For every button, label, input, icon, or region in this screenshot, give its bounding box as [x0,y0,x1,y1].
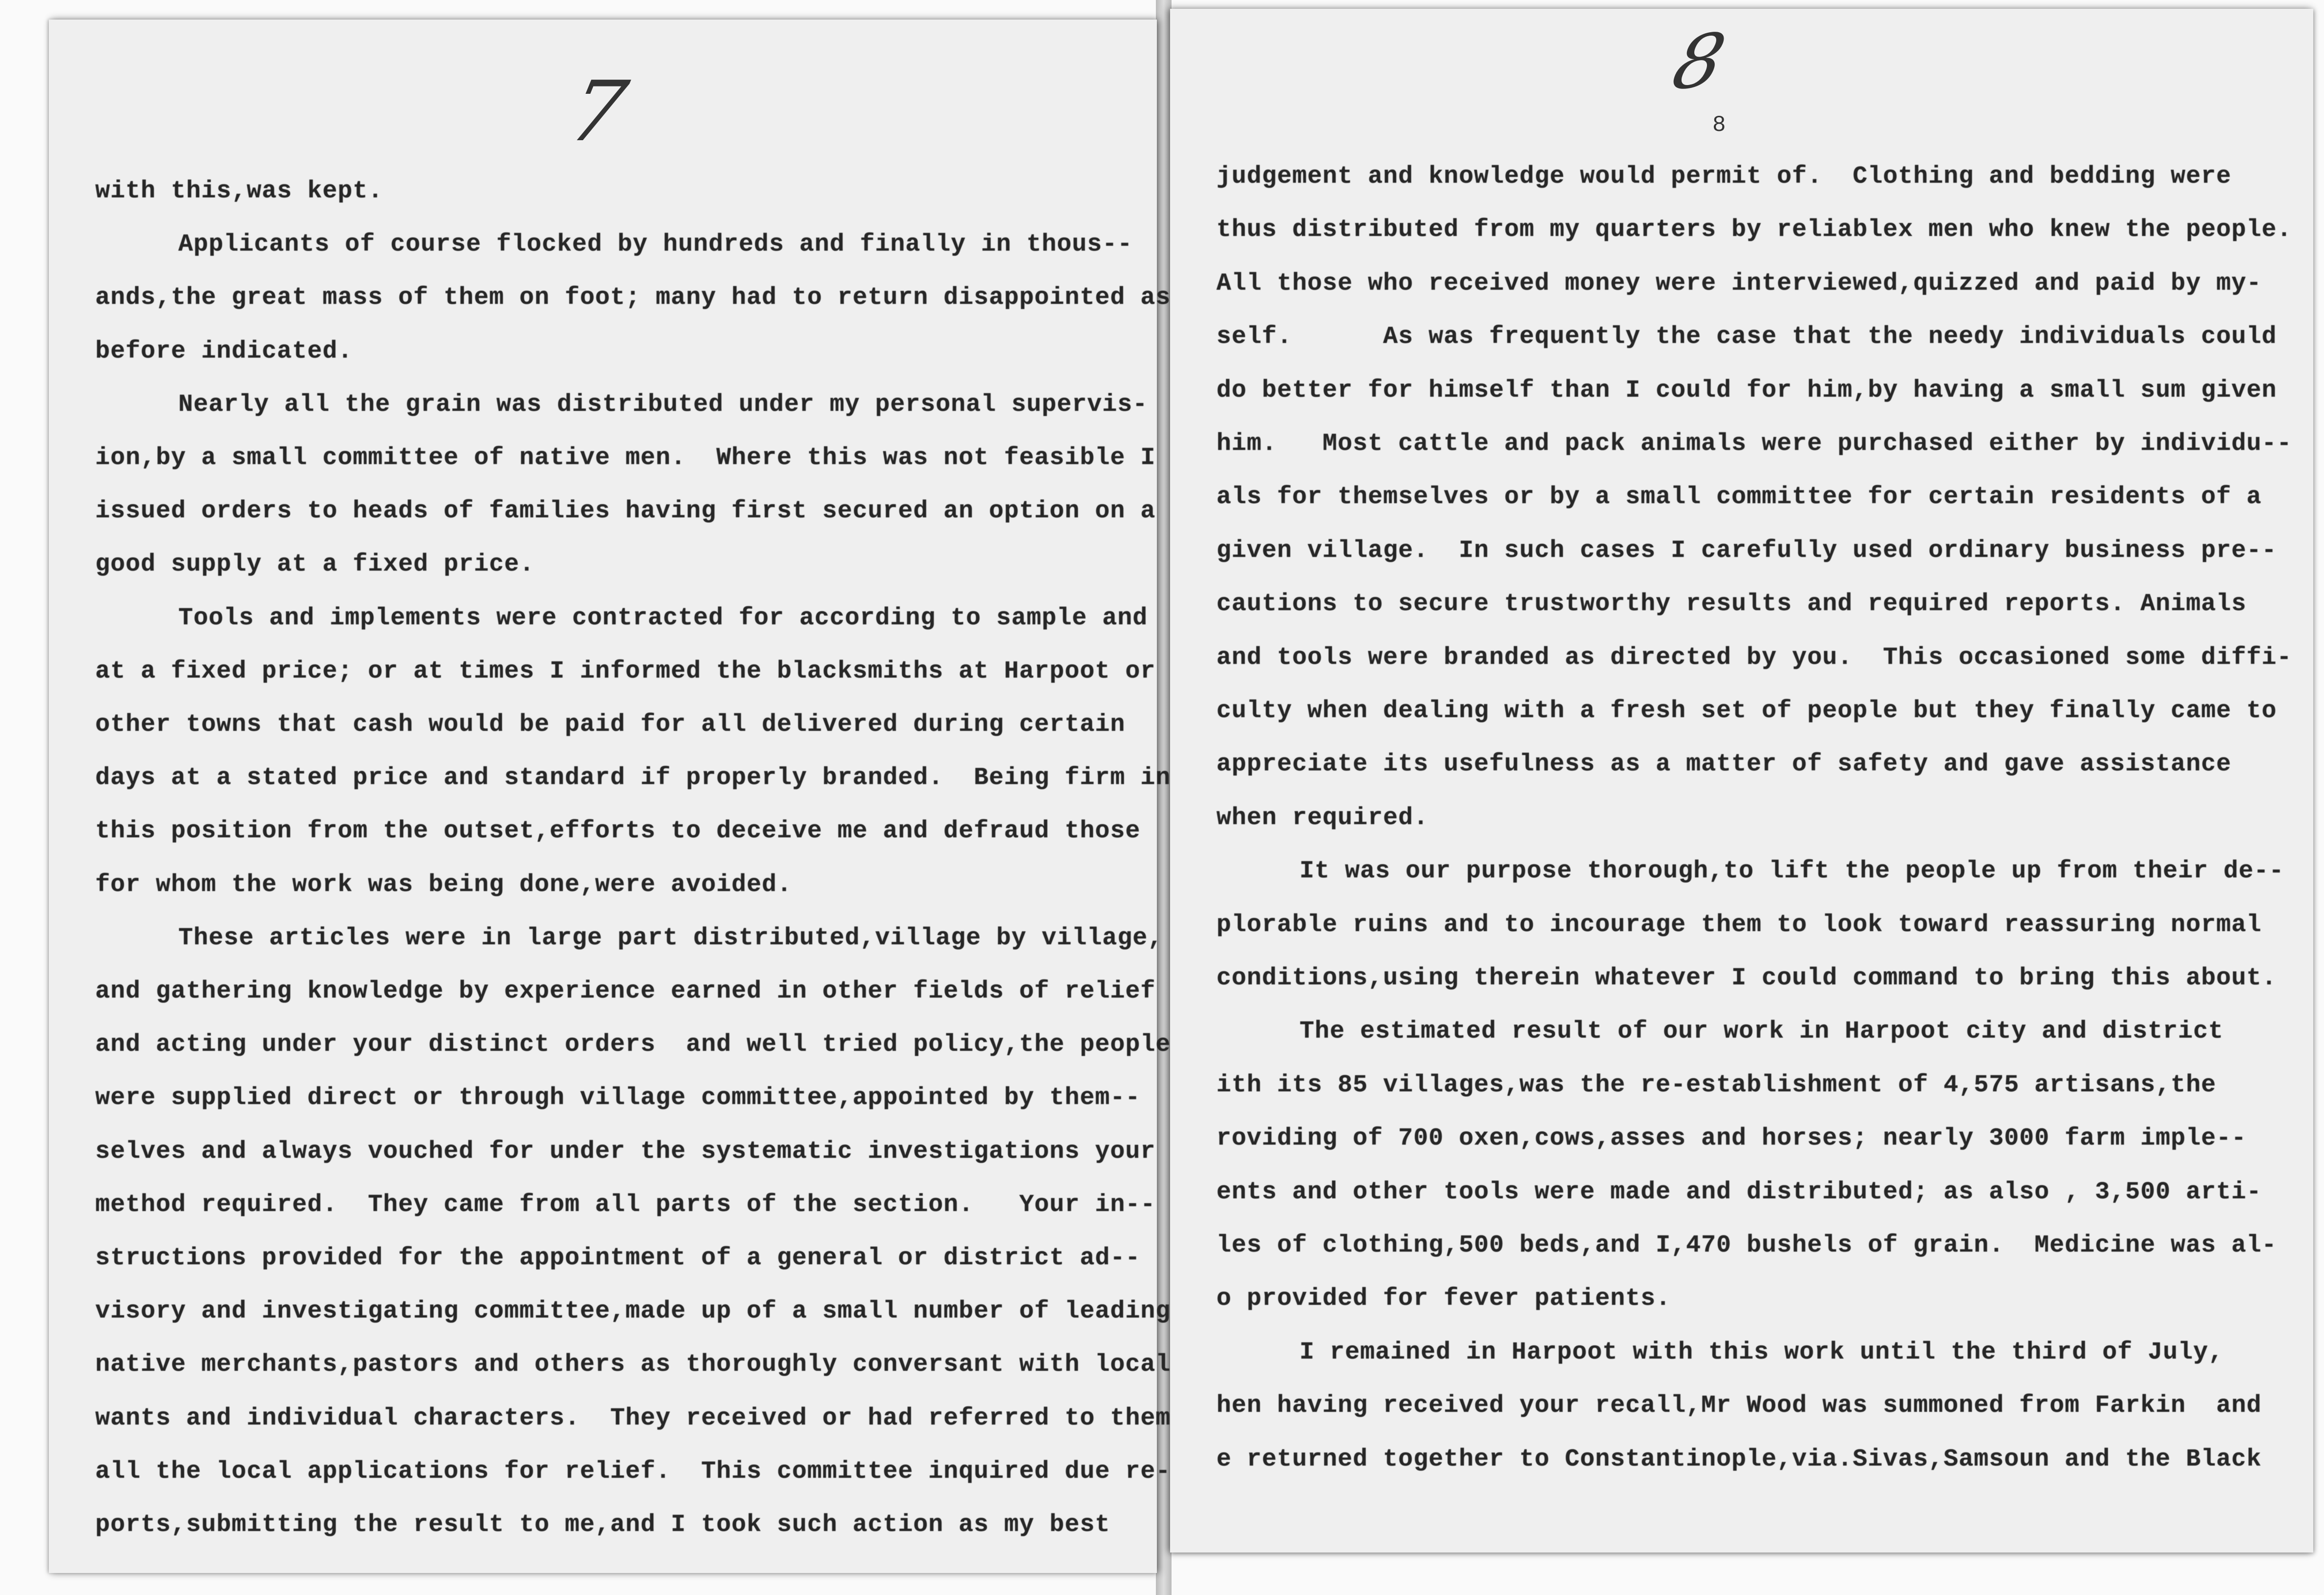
text-line: do better for himself than I could for him,by having a small sum given [1216,376,2277,404]
text-line: Tools and implements were contracted for according to sample and [178,604,1148,632]
text-line: I remained in Harpoot with this work until the third of July, [1300,1338,2224,1366]
text-line: les of clothing,500 beds,and I,470 bushels of grain. Medicine was al- [1216,1232,2277,1259]
text-line: ith its 85 villages,was the re-establishment of 4,575 artisans,the [1216,1071,2217,1099]
text-line: appreciate its usefulness as a matter of safety and gave assistance [1216,750,2232,779]
text-line: when required. [1216,804,1429,832]
text-line: good supply at a fixed price. [95,551,535,579]
text-line: ents and other tools were made and distributed; as also , 3,500 arti- [1216,1178,2262,1206]
text-line: and acting under your distinct orders and well tried policy,the people [95,1031,1171,1059]
text-line: with this,was kept. [95,177,384,205]
text-line: given village. In such cases I carefully used ordinary business pre-- [1216,536,2277,565]
text-line: visory and investigating committee,made up of a small number of leading [95,1297,1171,1326]
text-line: structions provided for the appointment of a general or district ad-- [95,1244,1141,1272]
text-line: All those who received money were interviewed,quizzed and paid by my- [1216,269,2262,298]
text-line: ports,submitting the result to me,and I took such action as my best [95,1511,1110,1539]
text-line: wants and individual characters. They received or had referred to them [95,1404,1171,1432]
text-line: roviding of 700 oxen,cows,asses and horses; nearly 3000 farm imple-- [1216,1125,2247,1153]
text-line: method required. They came from all parts of the section. Your in-- [95,1191,1156,1219]
text-line: before indicated. [95,337,353,365]
text-line: ion,by a small committee of native men. Where this was not feasible I [95,444,1156,472]
text-line: Nearly all the grain was distributed under my personal supervis- [178,390,1148,419]
text-line: o provided for fever patients. [1216,1285,1671,1313]
text-line: and gathering knowledge by experience earned in other fields of relief [95,978,1156,1005]
text-line: and tools were branded as directed by you. This occasioned some diffi- [1216,643,2292,672]
text-line: conditions,using therein whatever I could command to bring this about. [1216,964,2277,992]
text-line: for whom the work was being done,were avoided. [95,871,792,899]
text-line: issued orders to heads of families having first secured an option on a [95,497,1156,526]
text-line: selves and always vouched for under the systematic investigations your [95,1137,1156,1166]
text-line: days at a stated price and standard if properly branded. Being firm in [95,764,1171,792]
text-line: at a fixed price; or at times I informed the blacksmiths at Harpoot or [95,657,1156,685]
text-line: him. Most cattle and pack animals were purchased either by individu-- [1216,430,2292,458]
text-line: thus distributed from my quarters by reliablex men who knew the people. [1216,216,2292,244]
text-line: e returned together to Constantinople,via.Sivas,Samsoun and the Black [1216,1445,2262,1473]
typed-page-number: 8 [1712,112,1726,138]
text-line: self. As was frequently the case that the needy individuals could [1216,323,2277,351]
text-line: Applicants of course flocked by hundreds and finally in thous-- [178,231,1133,259]
text-line: These articles were in large part distributed,village by village, [178,924,1163,952]
text-line: cautions to secure trustworthy results and required reports. Animals [1216,590,2247,618]
text-line: this position from the outset,efforts to deceive me and defraud those [95,817,1141,846]
text-line: native merchants,pastors and others as thoroughly conversant with local [95,1351,1171,1379]
text-line: hen having received your recall,Mr Wood was summoned from Farkin and [1216,1392,2262,1420]
handwritten-page-number: 7 [561,64,635,160]
text-line: ands,the great mass of them on foot; many had to return disappointed as [95,284,1171,312]
text-line: plorable ruins and to incourage them to look toward reassuring normal [1216,911,2262,939]
text-line: It was our purpose thorough,to lift the people up from their de-- [1300,857,2284,886]
text-line: other towns that cash would be paid for all delivered during certain [95,711,1126,739]
text-line: culty when dealing with a fresh set of people but they finally came to [1216,697,2277,725]
text-line: als for themselves or by a small committee for certain residents of a [1216,483,2262,511]
handwritten-page-number: 8 [1665,17,1733,107]
text-line: all the local applications for relief. This committee inquired due re- [95,1457,1171,1486]
text-line: judgement and knowledge would permit of. Clothing and bedding were [1216,163,2232,191]
text-line: were supplied direct or through village committee,appointed by them-- [95,1084,1141,1112]
text-line: The estimated result of our work in Harpoot city and district [1300,1018,2224,1046]
